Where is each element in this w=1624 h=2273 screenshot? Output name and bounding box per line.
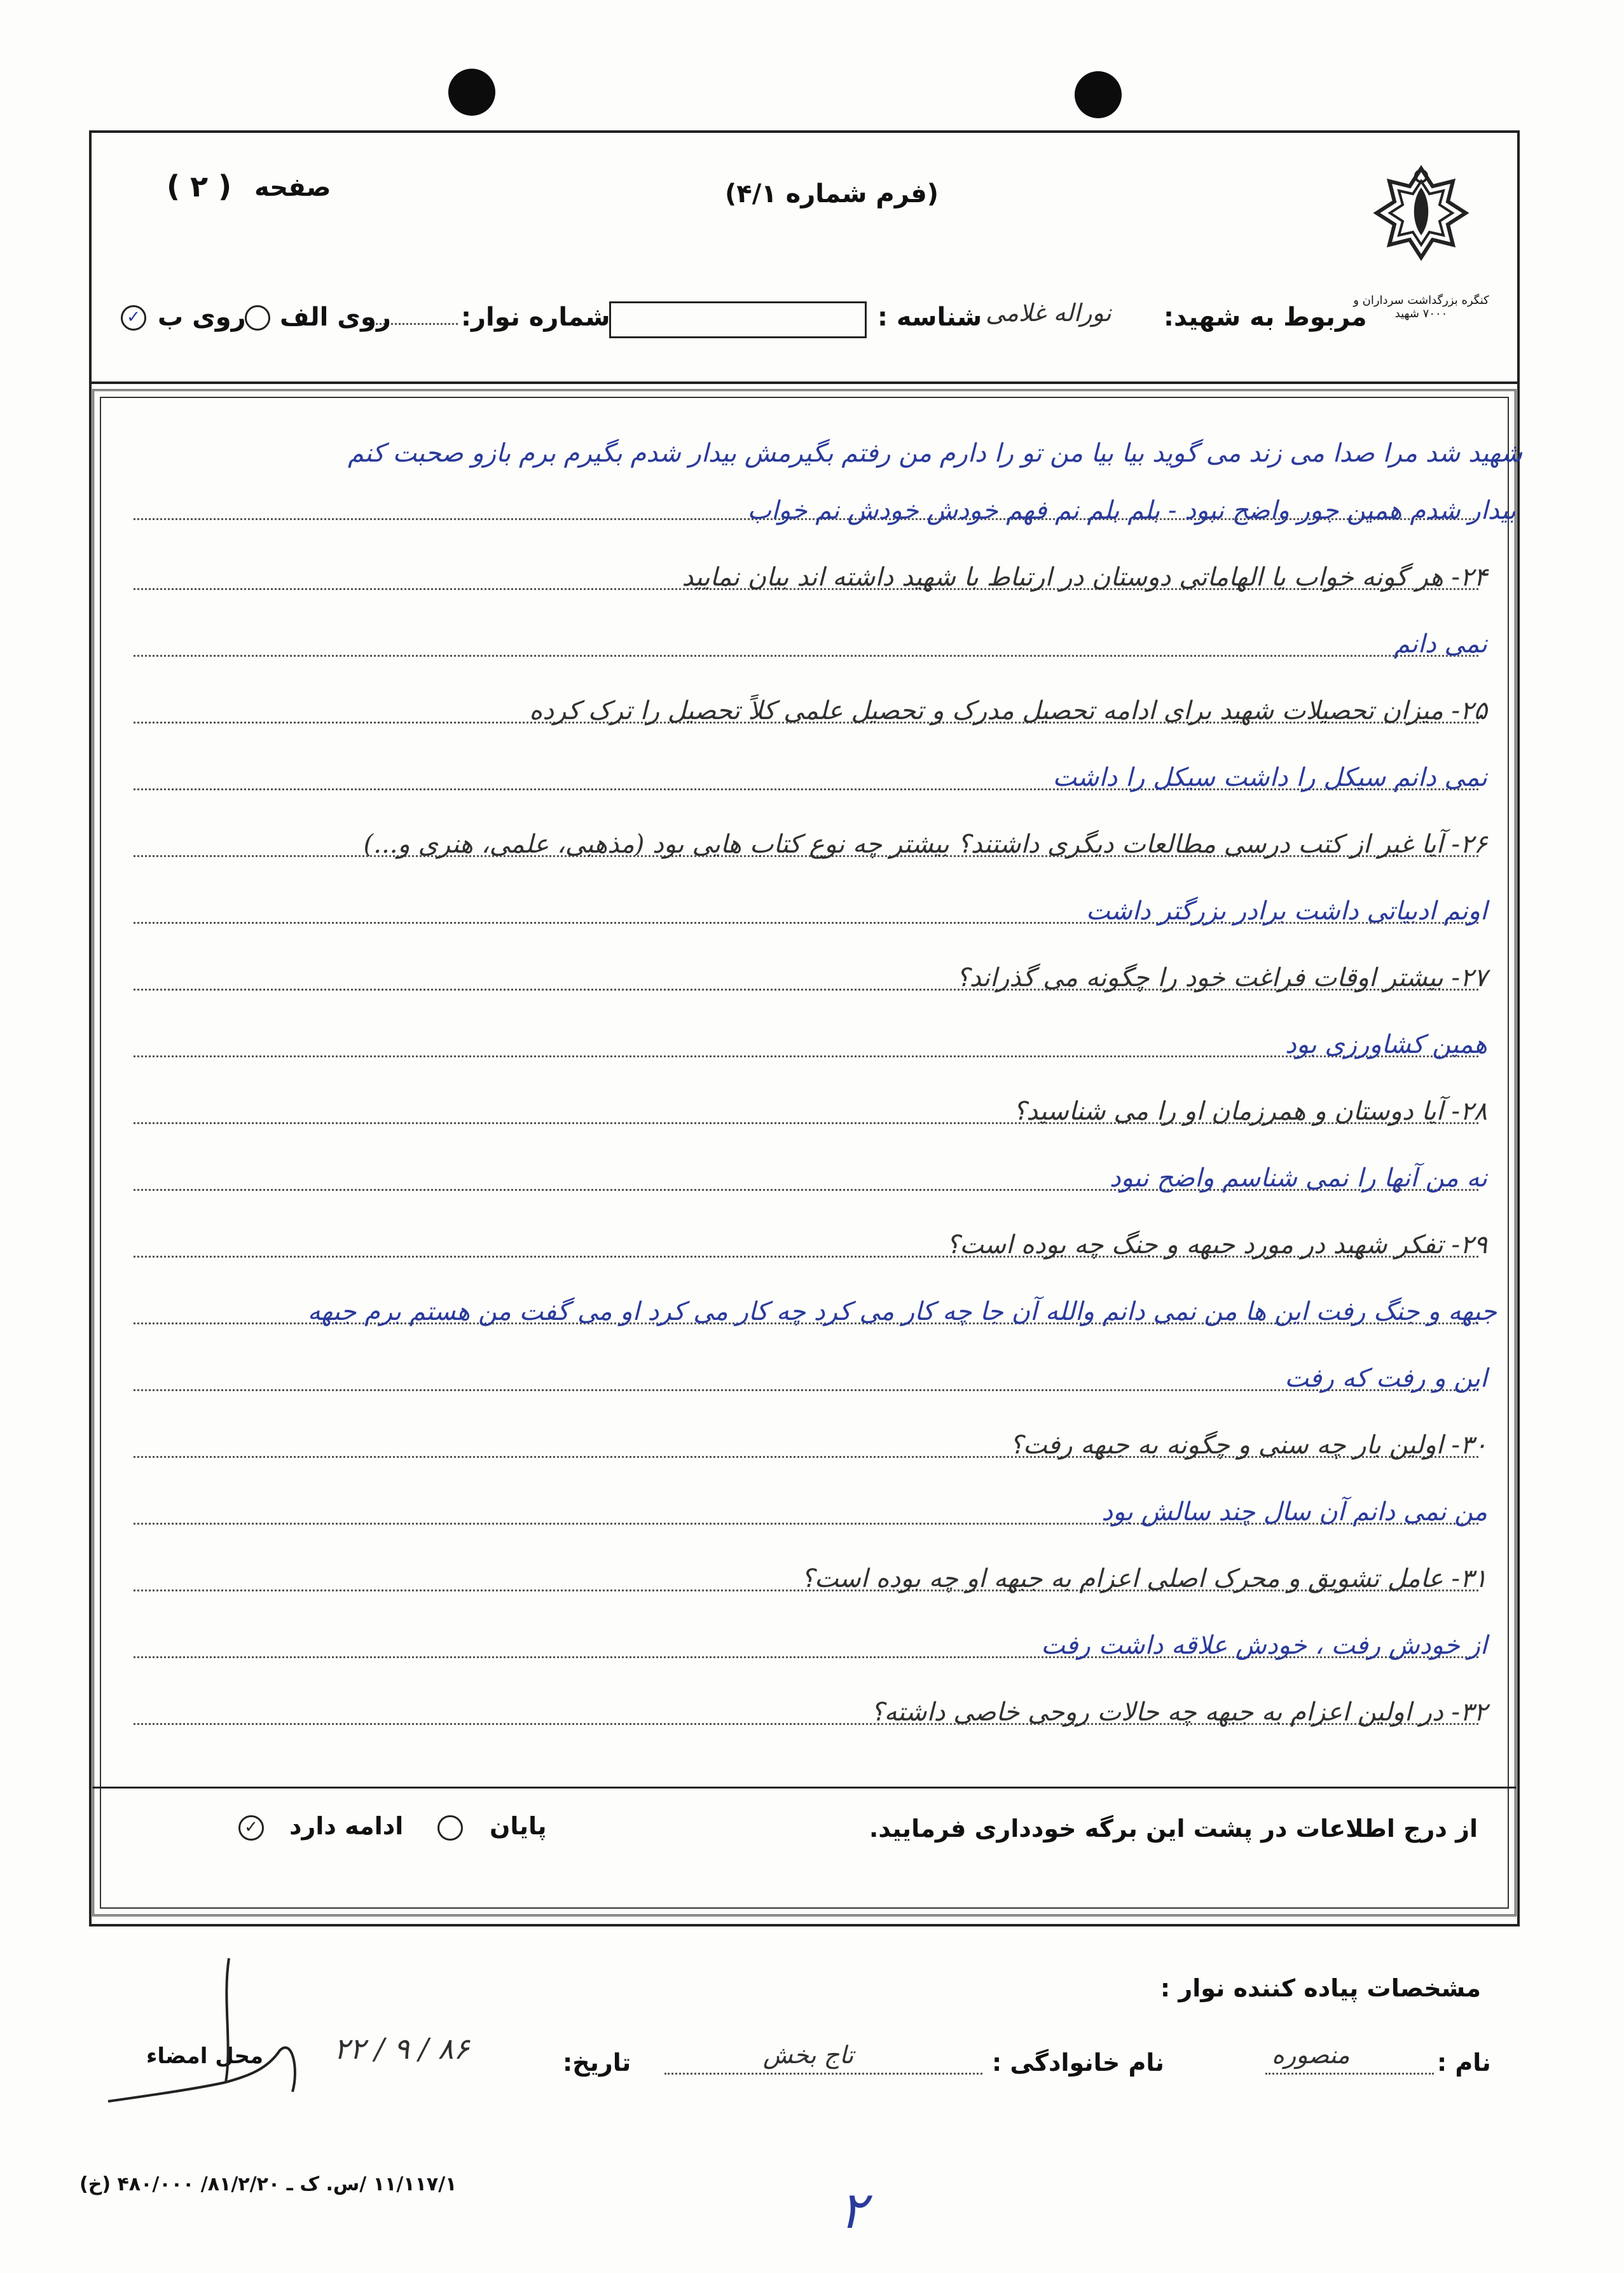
form-code: ۱۱/۱۱۷/۱ /س. ک ـ ۸۱/۲/۲۰/ ۴۸۰/۰۰۰ (خ) (79, 2173, 457, 2195)
transcriber-section-title: مشخصات پیاده کننده نوار : (1160, 1974, 1481, 2002)
question-line: ۲۶- آیا غیر از کتب درسی مطالعات دیگری داشتند؟ بیشتر چه نوع کتاب هایی بود (مذهبی، علمی، هنری و...) (363, 830, 1487, 859)
no-write-notice: از درج اطلاعات در پشت این برگه خودداری فرمایید. (869, 1815, 1478, 1843)
signature-drawing (102, 1955, 331, 2127)
name-label: نام : (1437, 2049, 1491, 2077)
side-b-label: روی ب (158, 303, 246, 332)
name-field[interactable] (1265, 2073, 1434, 2075)
martyr-value: نوراله غلامی (986, 299, 1111, 327)
punch-hole-left (448, 69, 495, 116)
date-label: تاریخ: (563, 2049, 631, 2077)
family-field[interactable] (664, 2073, 982, 2075)
answer-line: نمی دانم (1394, 629, 1487, 659)
question-line: ۳۰- اولین بار چه سنی و چگونه به جبهه رفت؟ (1009, 1431, 1487, 1460)
answer-line: نه من آنها را نمی شناسم واضح نبود (1109, 1164, 1487, 1193)
martyr-label: مربوط به شهید: (1164, 303, 1367, 332)
footer-divider (92, 1787, 1517, 1789)
ruled-line (134, 655, 1478, 657)
end-label: پایان (490, 1812, 547, 1840)
answer-line: نمی دانم سیکل را داشت سیکل را داشت (1052, 763, 1487, 792)
question-line: ۲۴- هر گونه خواب یا الهاماتی دوستان در ارتباط با شهید داشته اند بیان نمایید (682, 563, 1487, 592)
end-radio[interactable] (437, 1815, 463, 1841)
content-frame (92, 389, 1517, 1916)
id-field[interactable] (609, 301, 867, 338)
answer-line: من نمی دانم آن سال چند سالش بود (1101, 1497, 1487, 1527)
family-value: تاج بخش (763, 2041, 854, 2069)
signature-label: محل امضاء (146, 2043, 264, 2069)
organization-logo-icon (1367, 162, 1475, 289)
question-line: ۳۱- عامل تشویق و محرک اصلی اعزام به جبهه او چه بوده است؟ (801, 1564, 1487, 1593)
answer-line: جبهه و جنگ رفت این ها من نمی دانم والله آن جا چه کار می کرد چه کار می کرد او می گفت من هستم برم جبهه (307, 1297, 1497, 1326)
answer-line: شهید شد مرا صدا می زند می گوید بیا بیا من تو را دارم من رفتم بگیرمش بیدار شدم بگیرم برم بازو صحبت کنم (348, 439, 1522, 468)
name-value: منصوره (1272, 2041, 1350, 2069)
side-a-radio[interactable] (245, 305, 270, 331)
question-line: ۲۵- میزان تحصیلات شهید برای ادامه تحصیل مدرک و تحصیل علمی کلاً تحصیل را ترک کرده (529, 696, 1487, 725)
question-line: ۲۸- آیا دوستان و همرزمان او را می شناسید؟ (1012, 1097, 1487, 1126)
continues-radio[interactable]: ✓ (238, 1815, 264, 1841)
side-b-radio[interactable]: ✓ (121, 305, 146, 331)
header-divider (89, 381, 1520, 384)
answer-line: بیدار شدم همین جور واضح نبود - بلم بلم نم فهم خودش خودش نم خواب (747, 496, 1516, 525)
tape-number-label: شماره نوار: (461, 303, 610, 332)
question-line: ۲۹- تفکر شهید در مورد جبهه و جنگ چه بوده است؟ (946, 1230, 1487, 1260)
date-value: ۸۶ / ۹ / ۲۲ (334, 2031, 470, 2066)
ruled-line (134, 1389, 1478, 1391)
question-line: ۳۲- در اولین اعزام به جبهه چه حالات روحی خاصی داشته؟ (870, 1698, 1487, 1727)
page-label: صفحه (254, 173, 331, 202)
answer-line: این و رفت که رفت (1284, 1364, 1487, 1393)
family-label: نام خانوادگی : (992, 2049, 1164, 2077)
form-number: (فرم شماره ۴/۱) (725, 179, 939, 209)
bottom-page-number: ۲ (839, 2181, 867, 2240)
answer-line: اونم ادبیاتی داشت برادر بزرگتر داشت (1085, 896, 1487, 926)
side-a-label: روی الف (280, 303, 391, 332)
punch-hole-right (1075, 71, 1122, 118)
page-number: ( ۲ ) (167, 169, 232, 203)
logo-caption: کنگره بزرگداشت سرداران و ۷۰۰۰ شهید (1353, 294, 1489, 320)
ruled-line (134, 1055, 1478, 1057)
continues-label: ادامه دارد (289, 1812, 404, 1840)
id-label: شناسه : (877, 303, 982, 332)
question-line: ۲۷- بیشتر اوقات فراغت خود را چگونه می گذراند؟ (956, 963, 1487, 992)
answer-line: از خودش رفت ، خودش علاقه داشت رفت (1041, 1631, 1487, 1660)
answer-line: همین کشاورزی بود (1285, 1030, 1487, 1059)
